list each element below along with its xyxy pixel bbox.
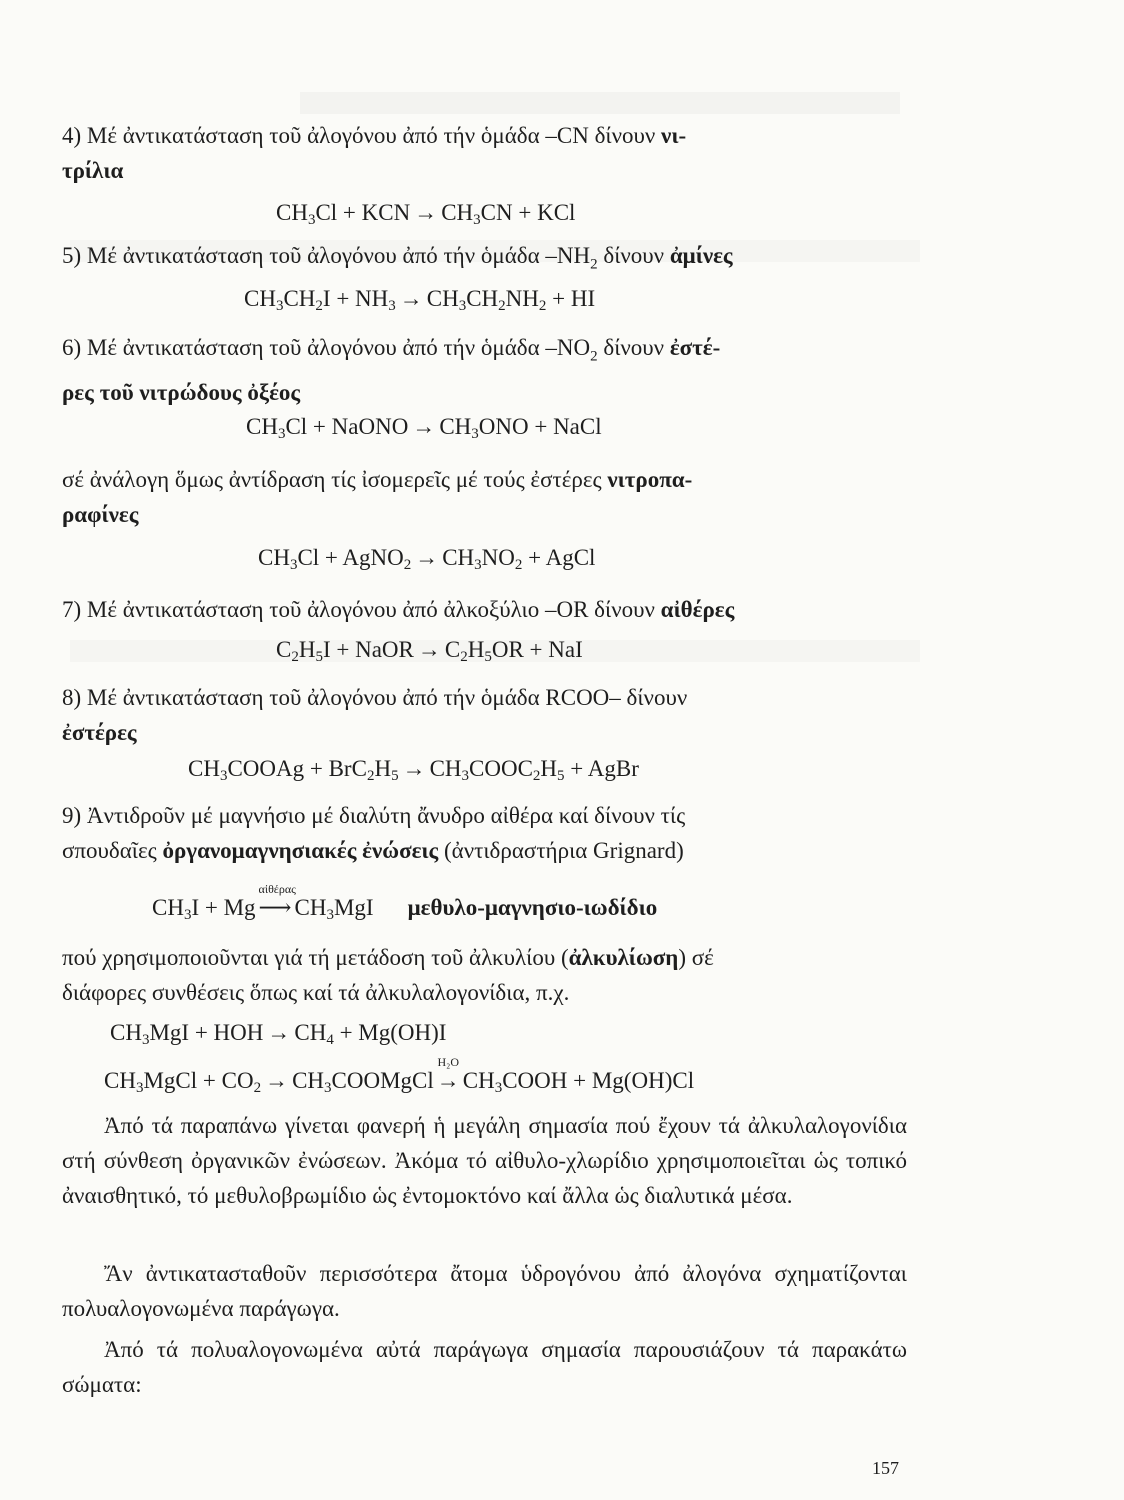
arrow-icon: → xyxy=(417,637,441,662)
arrow-icon: → xyxy=(399,286,423,311)
equation-grignard: $CH_3I + Mg$ αἰθέρας ⟶ $CH_3MgI$ μεθυλο-μαγνησιο-ιωδίδιο xyxy=(152,882,658,923)
long-arrow-icon: ⟶ xyxy=(258,895,292,920)
arrow-icon: → xyxy=(402,756,426,781)
paragraph-nitriles xyxy=(62,118,907,188)
paragraph-importance: Ἀπό τά παραπάνω γίνεται φανερή ἡ μεγάλη σημασία πού ἔχουν τά ἀλκυλαλογονίδια στή σύνθεση ὀργανικῶν ἐνώσεων. Ἀκόμα τό αἰθυλο-χλωρίδιο χρησιμοποιεῖται ὡς τοπικό ἀναισθητικό, τό μεθυλοβρωμίδιο ὡς ἐντομοκτόνο καί ἄλλα ὡς διαλυτικά μέσα. xyxy=(62,1113,907,1208)
paragraph-alkylation: πού χρησιμοποιοῦνται γιά τή μετάδοση τοῦ ἀλκυλίου (ἀλκυλίωση) σέ διάφορες συνθέσεις ὅπως καί τά ἀλκυλαλογονίδια, π.χ. xyxy=(62,945,714,1005)
bold-term: ραφίνες xyxy=(62,502,139,527)
equation-nitrite: $CH_3Cl$ + NaONO → $CH_3ONO$ + NaCl xyxy=(246,414,602,442)
equation-amine: $CH_3CH_2I + NH_3 \to CH_3CH_2NH_2$ + HI xyxy=(244,286,596,314)
reaction-condition-label: H₂O xyxy=(437,1055,460,1069)
bold-term: ἀλκυλίωση xyxy=(568,945,679,970)
paragraph-amines: 5) Μέ ἀντικατάσταση τοῦ ἀλογόνου ἀπό τήν ὁμάδα $-NH_2$ δίνουν ἀμίνες xyxy=(62,243,733,273)
bold-term: αἰθέρες xyxy=(660,597,735,622)
paragraph-esters: 8) Μέ ἀντικατάσταση τοῦ ἀλογόνου ἀπό τήν ὁμάδα RCOO– δίνουν ἐστέρες xyxy=(62,685,688,745)
paragraph-ethers: 7) Μέ ἀντικατάσταση τοῦ ἀλογόνου ἀπό ἀλκοξύλιο –OR δίνουν αἰθέρες xyxy=(62,597,735,622)
equation-nitrile: $CH_3Cl$ + KCN → $CH_3CN$ + KCl xyxy=(276,200,576,228)
bold-term: ὀργανομαγνησιακές ἐνώσεις xyxy=(162,838,439,863)
reaction-condition-label: αἰθέρας xyxy=(258,882,296,896)
arrow-icon: → xyxy=(265,1068,289,1093)
paragraph-bodies: Ἀπό τά πολυαλογονωμένα αὐτά παράγωγα σημασία παρουσιάζουν τά παρακάτω σώματα: xyxy=(62,1337,907,1397)
bold-term: τρίλια xyxy=(62,158,124,183)
arrow-icon: → xyxy=(412,414,436,439)
bold-term: ρες τοῦ νιτρώδους ὀξέος xyxy=(62,379,301,405)
compound-name: μεθυλο-μαγνησιο-ιωδίδιο xyxy=(407,895,658,920)
show-through-shadow xyxy=(300,92,900,114)
arrow-icon: → xyxy=(267,1020,291,1045)
arrow-icon: → xyxy=(415,545,439,570)
equation-ether: $C_2H_5I$ + NaOR → $C_2H_5OR$ + NaI xyxy=(276,637,583,665)
bold-term: ἀμίνες xyxy=(669,243,733,268)
equation-acetic-acid: $CH_3MgCl + CO_2$ → $CH_3COOMgCl$ H₂O → $CH_3COOH + Mg(OH)Cl$ xyxy=(104,1055,695,1096)
equation-methane: $CH_3MgI$ + HOH → $CH_4 + Mg(OH)I$ xyxy=(110,1020,447,1048)
paragraph-nitrite-esters: 6) Μέ ἀντικατάσταση τοῦ ἀλογόνου ἀπό τήν ὁμάδα $-NO_2$ δίνουν ἐστέ- ρες τοῦ νιτρώδους ὀξέος xyxy=(62,335,721,405)
page-number: 157 xyxy=(872,1458,899,1478)
paragraph-grignard: 9) Ἀντιδροῦν μέ μαγνήσιο μέ διαλύτη ἄνυδρο αἰθέρα καί δίνουν τίς σπουδαῖες ὀργανομαγνησιακές ἐνώσεις (ἀντιδραστήρια Grignard) xyxy=(62,803,686,863)
arrow-icon: → xyxy=(436,1068,460,1093)
paragraph-polyhalogen: Ἄν ἀντικατασταθοῦν περισσότερα ἄτομα ὑδρογόνου ἀπό ἀλογόνα σχηματίζονται πολυαλογονωμένα παράγωγα. xyxy=(62,1261,907,1321)
paragraph-nitroparaffins: σέ ἀνάλογη ὅμως ἀντίδραση τίς ἰσομερεῖς μέ τούς ἐστέρες νιτροπα- ραφίνες xyxy=(62,467,693,527)
bold-term: ἐστέρες xyxy=(62,720,137,745)
bold-term: νιτροπα- xyxy=(607,467,693,492)
arrow-icon: → xyxy=(414,200,438,225)
bold-term: ἐστέ- xyxy=(669,335,721,360)
text: 4) Μέ ἀντικατάσταση τοῦ ἀλογόνου ἀπό τήν ὁμάδα –CN δίνουν xyxy=(62,123,662,148)
bold-term: νι- xyxy=(661,123,687,148)
equation-ester: $CH_3COOAg + BrC_2H_5$ → $CH_3COOC_2H_5$ + AgBr xyxy=(188,756,639,784)
equation-nitroparaffin: $CH_3Cl$ + AgNO$_2$ → $CH_3NO_2$ + AgCl xyxy=(258,545,596,573)
